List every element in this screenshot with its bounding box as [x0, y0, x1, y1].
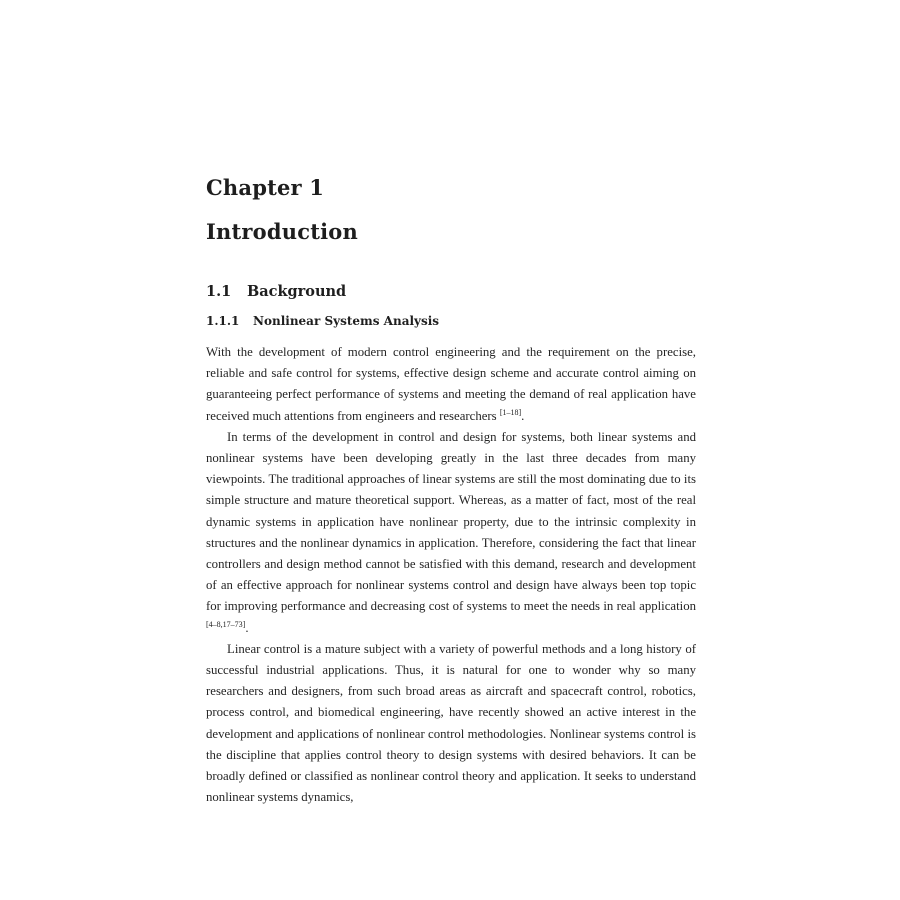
subsection-number: 1.1.1	[206, 314, 240, 328]
paragraph-text: In terms of the development in control and design for systems, both linear systems and nonlinear systems have been developing greatly in the last three decades from many viewpoints. The traditional approaches of linear systems are still the most dominating due to its simple structure and mature theoretical support. Whereas, as a matter of fact, most of the real dynamic systems in application have nonlinear property, due to the intrinsic complexity in structures and the nonlinear dynamics in application. Therefore, considering the fact that linear controllers and design method cannot be satisfied with this demand, research and development of an effective approach for nonlinear systems control and design have always been top topic for improving performance and decreasing cost of systems to meet the needs in real application	[206, 429, 696, 614]
section-title: Background	[247, 283, 347, 300]
paragraph-end: .	[245, 620, 249, 635]
paragraph	[206, 639, 696, 809]
section-heading	[206, 283, 346, 300]
chapter-title: Introduction	[206, 219, 358, 244]
document-page	[206, 0, 696, 900]
section-number: 1.1	[206, 283, 232, 300]
body-text	[206, 342, 696, 808]
paragraph	[206, 342, 696, 427]
citation: [1–18]	[499, 407, 522, 417]
citation: [4–8,17–73]	[206, 619, 246, 629]
paragraph-end: .	[521, 408, 525, 423]
paragraph	[206, 427, 696, 639]
subsection-title: Nonlinear Systems Analysis	[253, 314, 440, 328]
chapter-label: Chapter 1	[206, 175, 325, 200]
paragraph-text: With the development of modern control engineering and the requirement on the precise, reliable and safe control for systems, effective design scheme and accurate control aiming on guaranteeing perfect performance of systems and meeting the demand of real application have received much attentions from engineers and researchers	[206, 345, 696, 423]
subsection-heading	[206, 314, 439, 328]
paragraph-text: Linear control is a mature subject with a variety of powerful methods and a long history of successful industrial applications. Thus, it is natural for one to wonder why so many researchers and designers, from such broad areas as aircraft and spacecraft control, robotics, process control, and biomedical engineering, have recently showed an active interest in the development and applications of nonlinear control methodologies. Nonlinear systems control is the discipline that applies control theory to design systems with desired behaviors. It can be broadly defined or classified as nonlinear control theory and application. It seeks to understand nonlinear systems dynamics,	[206, 641, 696, 805]
